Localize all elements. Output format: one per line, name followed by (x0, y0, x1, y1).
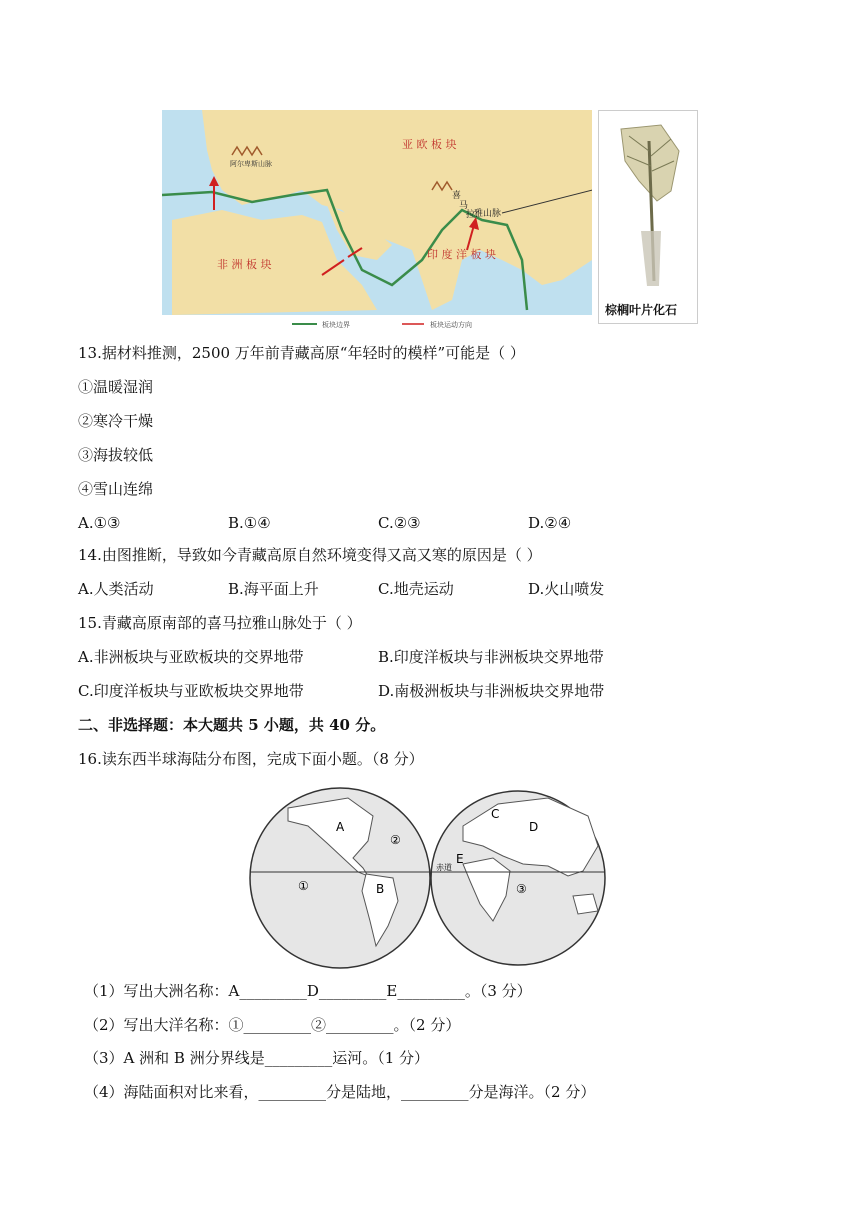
label-himalaya-4: 雅山脉 (474, 209, 502, 219)
q13-item-2: ②寒冷干燥 (78, 412, 154, 430)
q16-sub1: （1）写出大洲名称：A_________D_________E_________。（3 分） (84, 982, 532, 1000)
plate-map-figure (162, 110, 592, 332)
fossil-caption: 棕榈叶片化石 (605, 303, 678, 317)
q13-option-b[interactable]: B.①④ (228, 514, 271, 532)
q15-option-c[interactable]: C.印度洋板块与亚欧板块交界地带 (78, 682, 304, 700)
map-label-ocean3: ③ (516, 882, 527, 896)
plate-map (162, 110, 592, 332)
hemisphere-map (248, 786, 608, 972)
legend-motion: 板块运动方向 (430, 321, 472, 329)
map-label-a: A (336, 820, 345, 834)
label-africa-plate: 非 洲 板 块 (217, 258, 272, 271)
label-indian-plate: 印 度 洋 板 块 (427, 248, 496, 261)
map-label-c: C (491, 807, 500, 821)
q13-option-a[interactable]: A.①③ (78, 514, 121, 532)
q13-item-3: ③海拔较低 (78, 446, 154, 464)
q15-option-a[interactable]: A.非洲板块与亚欧板块的交界地带 (78, 648, 304, 666)
q14-option-b[interactable]: B.海平面上升 (228, 580, 319, 598)
fossil-image (599, 111, 697, 301)
q13-item-4: ④雪山连绵 (78, 480, 154, 498)
q14-option-d[interactable]: D.火山喷发 (528, 580, 605, 598)
q13-stem: 13.据材料推测，2500 万年前青藏高原“年轻时的模样”可能是（ ） (78, 344, 525, 362)
q15-option-d[interactable]: D.南极洲板块与非洲板块交界地带 (378, 682, 605, 700)
map-label-d: D (529, 820, 539, 834)
q16-stem: 16.读东西半球海陆分布图，完成下面小题。（8 分） (78, 750, 424, 768)
section2-heading: 二、非选择题：本大题共 5 小题，共 40 分。 (78, 716, 386, 734)
fossil-figure (598, 110, 698, 324)
label-alps: 阿尔卑斯山脉 (230, 160, 272, 168)
q15-stem: 15.青藏高原南部的喜马拉雅山脉处于（ ） (78, 614, 362, 632)
label-eurasia-plate: 亚 欧 板 块 (402, 138, 457, 151)
q13-option-c[interactable]: C.②③ (378, 514, 421, 532)
q15-option-b[interactable]: B.印度洋板块与非洲板块交界地带 (378, 648, 604, 666)
q14-stem: 14.由图推断，导致如今青藏高原自然环境变得又高又寒的原因是（ ） (78, 546, 542, 564)
label-himalaya-1: 喜 (452, 191, 462, 201)
map-label-equator: 赤道 (436, 863, 452, 872)
label-himalaya-2: 马 (459, 201, 469, 211)
q13-item-1: ①温暖湿润 (78, 378, 154, 396)
map-label-b: B (376, 882, 385, 896)
q16-sub2: （2）写出大洋名称：①_________②_________。（2 分） (84, 1016, 461, 1034)
label-himalaya-3: 拉 (466, 210, 476, 220)
q13-option-d[interactable]: D.②④ (528, 514, 572, 532)
q16-sub3: （3）A 洲和 B 洲分界线是_________运河。（1 分） (84, 1049, 430, 1067)
legend-boundary: 板块边界 (322, 321, 350, 329)
hemisphere-map-figure (248, 786, 608, 972)
map-label-e: E (456, 852, 464, 866)
q16-sub4: （4）海陆面积对比来看，_________分是陆地，_________分是海洋。（2 分） (84, 1083, 596, 1101)
map-label-ocean1: ① (298, 879, 309, 893)
q14-option-a[interactable]: A.人类活动 (78, 580, 154, 598)
q14-option-c[interactable]: C.地壳运动 (378, 580, 454, 598)
map-label-ocean2: ② (390, 833, 401, 847)
